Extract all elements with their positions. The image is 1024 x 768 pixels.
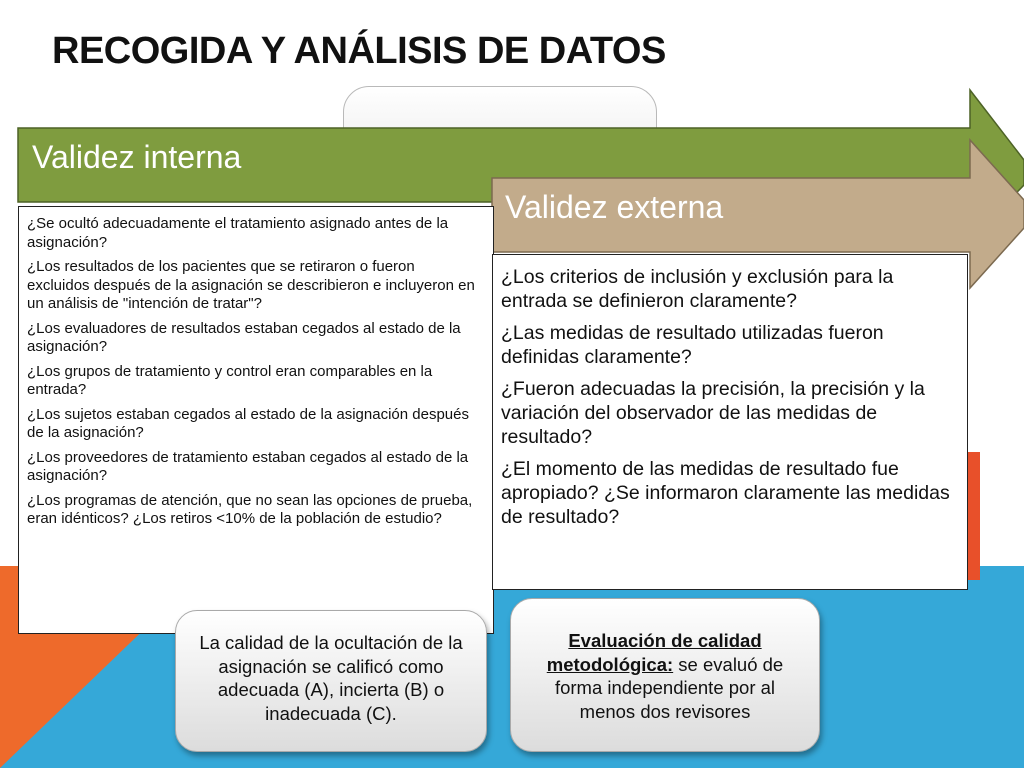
- list-item: ¿Los grupos de tratamiento y control eran comparables en la entrada?: [27, 362, 433, 398]
- list-item: ¿Los sujetos estaban cegados al estado de la asignación después de la asignación?: [27, 405, 469, 441]
- list-item: ¿Los proveedores de tratamiento estaban cegados al estado de la asignación?: [27, 448, 469, 484]
- list-item: ¿Los evaluadores de resultados estaban cegados al estado de la asignación?: [27, 319, 461, 355]
- methodological-quality-text: se evaluó de forma independiente por al menos dos revisores: [554, 653, 784, 722]
- validez-interna-card: [18, 206, 494, 634]
- list-item: ¿Los resultados de los pacientes que se retiraron o fueron excluidos después de la asignación se describieron e incluyeron en un análisis de "intención de tratar"?: [27, 258, 475, 312]
- list-item: ¿Los criterios de inclusión y exclusión para la entrada se definieron claramente?: [501, 266, 894, 312]
- validez-externa-heading: Validez externa: [505, 189, 724, 225]
- validez-interna-heading: Validez interna: [32, 139, 242, 175]
- list-item: ¿El momento de las medidas de resultado fue apropiado? ¿Se informaron claramente las medidas de resultado?: [501, 458, 950, 528]
- allocation-quality-box: [175, 610, 487, 752]
- slide-title: RECOGIDA Y ANÁLISIS DE DATOS: [52, 30, 666, 72]
- allocation-quality-text: La calidad de la ocultación de la asignación se calificó como adecuada (A), incierta (B) o inadecuada (C).: [199, 632, 463, 724]
- list-item: ¿Los programas de atención, que no sean las opciones de prueba, eran idénticos? ¿Los retiros <10% de la población de estudio?: [27, 491, 473, 527]
- list-item: ¿Fueron adecuadas la precisión, la precisión y la variación del observador de las medidas de resultado?: [501, 378, 925, 448]
- methodological-quality-label: Evaluación de calidad metodológica:: [546, 630, 762, 675]
- validez-externa-card: [492, 254, 968, 590]
- list-item: ¿Las medidas de resultado utilizadas fueron definidas claramente?: [501, 322, 884, 368]
- methodological-quality-box: [510, 598, 820, 752]
- red-accent-block: [966, 452, 980, 580]
- list-item: ¿Se ocultó adecuadamente el tratamiento asignado antes de la asignación?: [27, 215, 449, 251]
